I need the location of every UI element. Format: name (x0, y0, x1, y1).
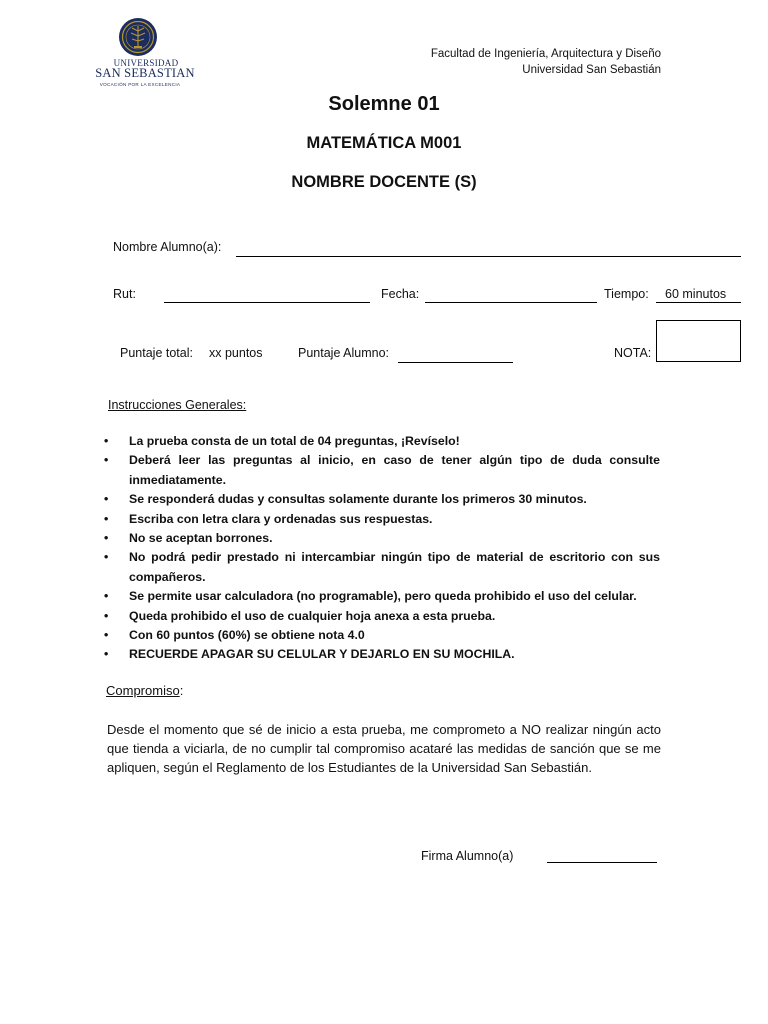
student-score-label: Puntaje Alumno: (298, 346, 390, 360)
course-title: MATEMÁTICA M001 (306, 134, 462, 152)
faculty-name: Facultad de Ingeniería, Arquitectura y Diseño (430, 48, 661, 60)
list-item: • Escriba con letra clara y ordenadas sus respuestas. (104, 510, 660, 529)
bullet-icon: • (104, 608, 109, 623)
university-emblem-icon (118, 17, 158, 57)
list-item: • Con 60 puntos (60%) se obtiene nota 4.0 (104, 626, 660, 645)
teacher-title: NOMBRE DOCENTE (S) (291, 173, 477, 191)
rut-field[interactable] (164, 302, 370, 303)
bullet-icon: • (104, 492, 109, 507)
student-name-label: Nombre Alumno(a): (113, 240, 222, 254)
time-underline (656, 302, 741, 303)
bullet-icon: • (104, 511, 109, 526)
time-value: 60 minutos (665, 287, 727, 301)
total-score-label: Puntaje total: (120, 346, 193, 360)
bullet-icon: • (104, 531, 109, 546)
list-item: • Deberá leer las preguntas al inicio, en caso de tener algún tipo de duda consulte inmediatamente. (104, 453, 660, 487)
logo-text-san-sebastian: SAN SEBASTIAN (95, 66, 195, 80)
bullet-icon: • (104, 453, 109, 468)
bullet-icon: • (104, 628, 109, 643)
rut-label: Rut: (113, 287, 136, 301)
faculty-header (431, 47, 661, 78)
list-item: • No se aceptan borrones. (104, 529, 660, 548)
bullet-icon: • (104, 647, 109, 662)
list-item: • Se responderá dudas y consultas solamente durante los primeros 30 minutos. (104, 490, 660, 509)
bullet-icon: • (104, 589, 109, 604)
list-item: • Queda prohibido el uso de cualquier hoja anexa a esta prueba. (104, 607, 660, 626)
commitment-title-text: Compromiso (106, 683, 180, 698)
date-field[interactable] (425, 302, 597, 303)
instructions-list (104, 432, 660, 665)
bullet-icon: • (104, 434, 109, 448)
commitment-text: Desde el momento que sé de inicio a esta prueba, me comprometo a NO realizar ningún acto que tienda a viciarla, de no cumplir tal compromiso acataré las medidas de sanción que se me apliquen, según el Reglamento de los Estudiantes de la Universidad San Sebastián. (107, 722, 661, 775)
list-item: • Se permite usar calculadora (no programable), pero queda prohibido el uso del celular. (104, 587, 660, 606)
date-label: Fecha: (381, 287, 420, 301)
logo-text-universidad: UNIVERSIDAD (113, 58, 179, 68)
student-name-field[interactable] (236, 256, 741, 257)
list-item: • No podrá pedir prestado ni intercambiar ningún tipo de material de escritorio con sus compañeros. (104, 550, 660, 584)
logo-tagline: VOCACIÓN POR LA EXCELENCIA (99, 82, 181, 87)
student-score-field[interactable] (398, 362, 513, 363)
total-score-value: xx puntos (209, 346, 263, 360)
signature-field[interactable] (547, 862, 657, 863)
signature-label: Firma Alumno(a) (421, 849, 514, 863)
bullet-icon: • (104, 550, 109, 565)
instructions-title: Instrucciones Generales: (108, 398, 247, 412)
grade-label: NOTA: (614, 346, 652, 360)
university-name: Universidad San Sebastián (522, 63, 661, 76)
grade-box[interactable] (656, 320, 741, 362)
commitment-title (106, 683, 183, 698)
list-item: • La prueba consta de un total de 04 preguntas, ¡Revíselo! (104, 432, 660, 451)
time-label: Tiempo: (604, 287, 649, 301)
list-item: • RECUERDE APAGAR SU CELULAR Y DEJARLO EN SU MOCHILA. (104, 645, 660, 664)
exam-title: Solemne 01 (328, 93, 440, 115)
commitment-title-colon: : (179, 683, 184, 698)
